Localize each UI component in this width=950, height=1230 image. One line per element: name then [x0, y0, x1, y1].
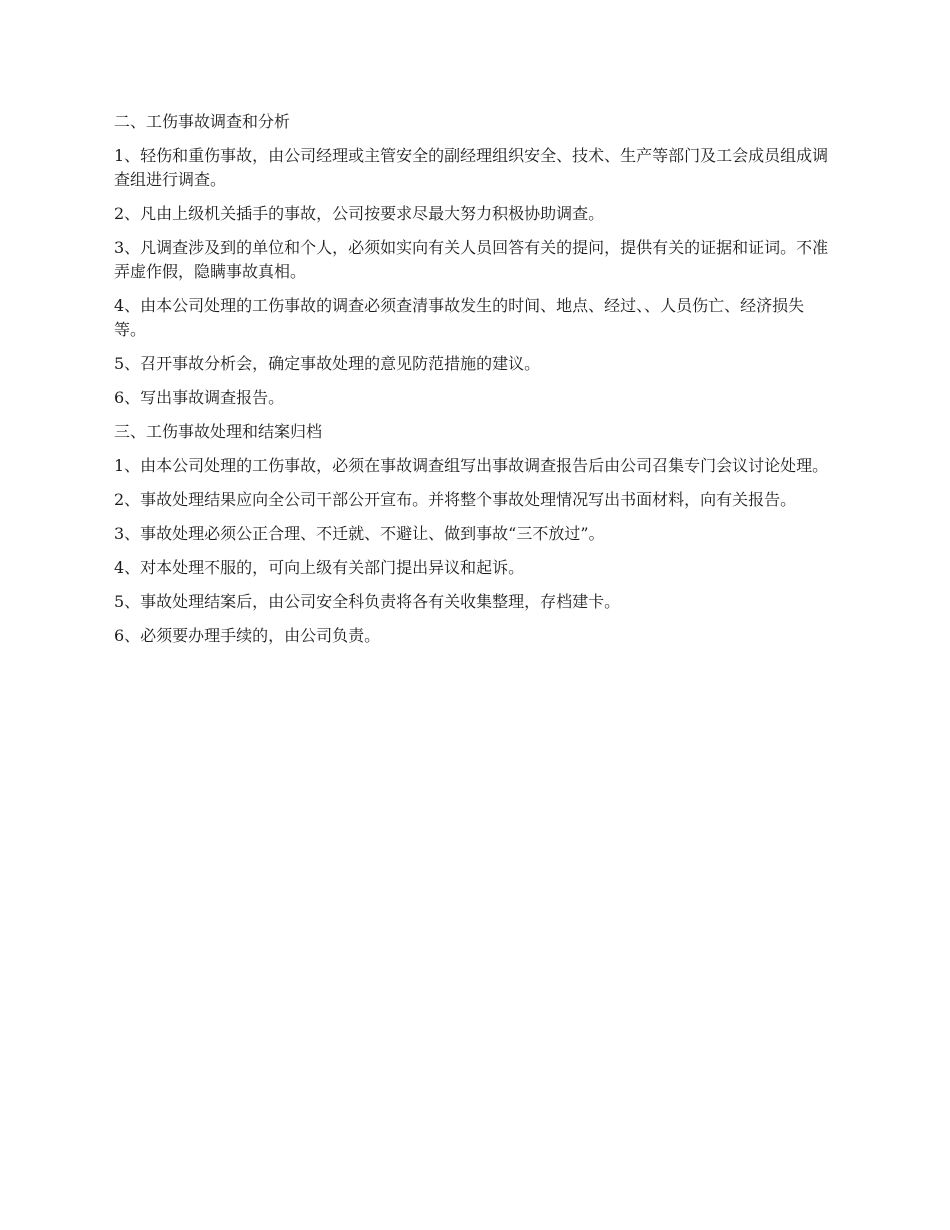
paragraph-handling-6: 6、必须要办理手续的，由公司负责。	[114, 626, 381, 645]
paragraph-handling-3: 3、事故处理必须公正合理、不迁就、不避让、做到事故“三不放过”。	[114, 524, 605, 543]
paragraph-handling-1: 1、由本公司处理的工伤事故，必须在事故调查组写出事故调查报告后由公司召集专门会议讨论处理。	[114, 456, 829, 475]
paragraph-handling-5: 5、事故处理结案后，由公司安全科负责将各有关收集整理，存档建卡。	[114, 592, 621, 611]
paragraph-investigation-3: 3、凡调查涉及到的单位和个人，必须如实向有关人员回答有关的提问，提供有关的证据和证词。不准弄虚作假，隐瞒事故真相。	[114, 238, 829, 281]
section-heading-handling: 三、工伤事故处理和结案归档	[114, 422, 323, 441]
paragraph-investigation-1: 1、轻伤和重伤事故，由公司经理或主管安全的副经理组织安全、技术、生产等部门及工会成员组成调查组进行调查。	[114, 146, 829, 189]
paragraph-handling-2: 2、事故处理结果应向全公司干部公开宣布。并将整个事故处理情况写出书面材料，向有关报告。	[114, 490, 797, 509]
paragraph-handling-4: 4、对本处理不服的，可向上级有关部门提出异议和起诉。	[114, 558, 525, 577]
paragraph-investigation-4: 4、由本公司处理的工伤事故的调查必须查清事故发生的时间、地点、经过、、人员伤亡、经济损失等。	[114, 296, 805, 339]
paragraph-investigation-2: 2、凡由上级机关插手的事故，公司按要求尽最大努力积极协助调查。	[114, 204, 605, 223]
paragraph-investigation-5: 5、召开事故分析会，确定事故处理的意见防范措施的建议。	[114, 354, 541, 373]
paragraph-investigation-6: 6、写出事故调查报告。	[114, 388, 285, 407]
document-body	[114, 110, 834, 658]
section-heading-investigation: 二、工伤事故调查和分析	[114, 112, 291, 131]
